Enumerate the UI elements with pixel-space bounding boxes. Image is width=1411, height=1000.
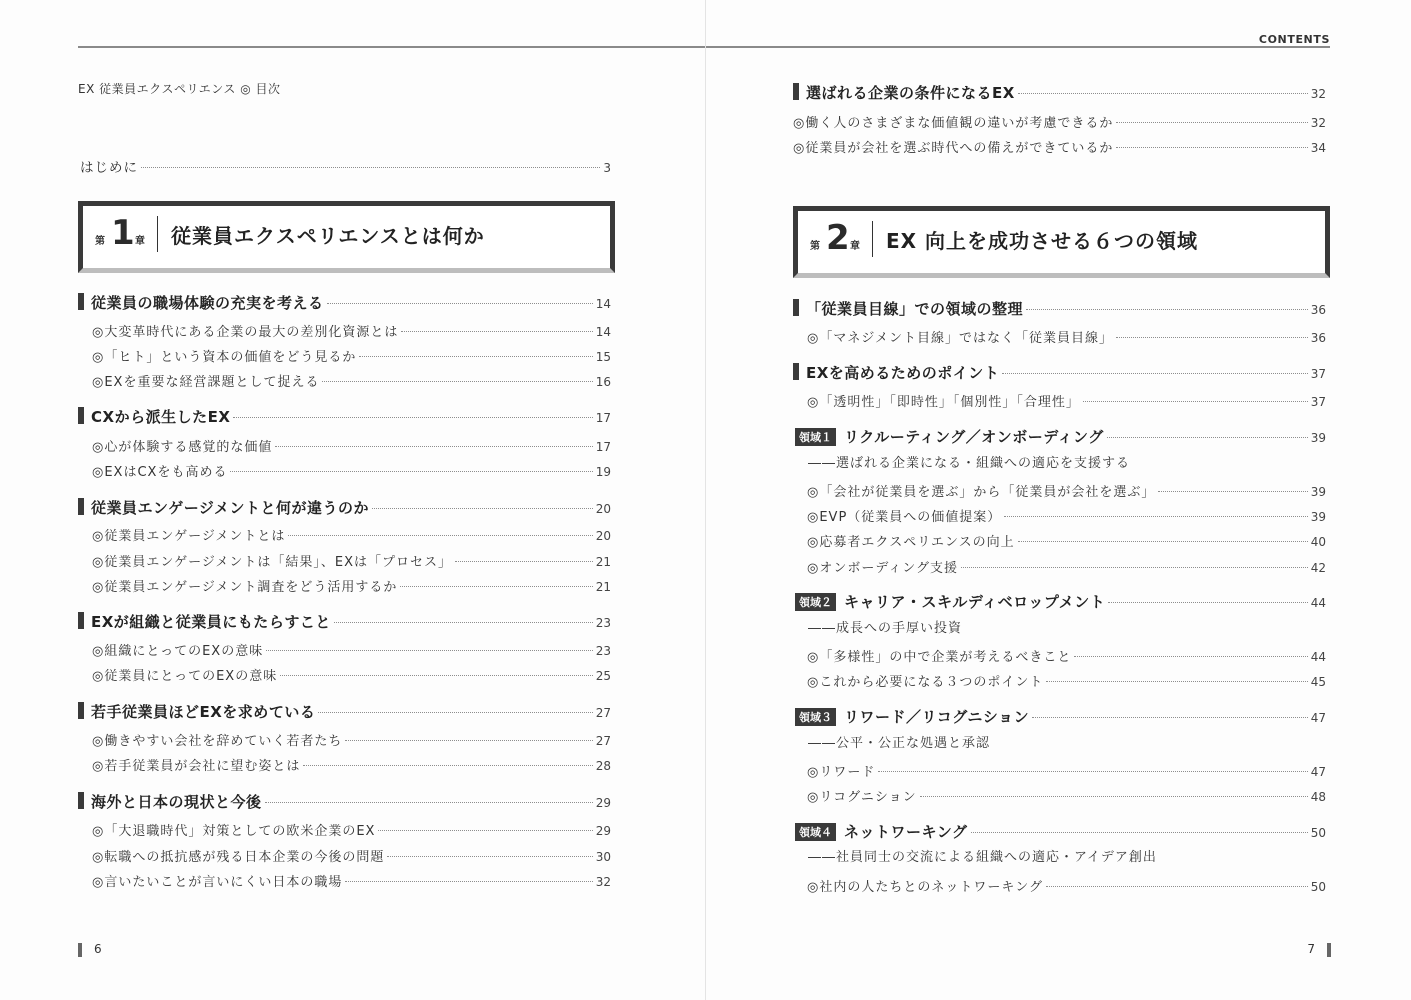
item-label: ◎働く人のさまざまな価値観の違いが考慮できるか: [793, 116, 1114, 131]
leader-dots: [878, 771, 1307, 772]
toc-domain[interactable]: [795, 426, 1326, 447]
page-number: 36: [1310, 303, 1326, 317]
leader-dots: [322, 381, 592, 382]
section-label: キャリア・スキルディベロップメント: [844, 593, 1106, 611]
toc-item[interactable]: [793, 112, 1326, 131]
item-label: ◎「透明性」「即時性」「個別性」「合理性」: [807, 395, 1080, 410]
section-label: 海外と日本の現状と今後: [91, 793, 262, 811]
toc-domain[interactable]: [795, 591, 1326, 612]
section-label: リワード／リコグニション: [844, 708, 1030, 726]
toc-item[interactable]: [92, 820, 611, 839]
leader-dots: [1026, 309, 1308, 310]
toc-item[interactable]: [92, 551, 611, 570]
page-number: 45: [1310, 675, 1326, 689]
section-label: 従業員エンゲージメントと何が違うのか: [91, 499, 369, 517]
chapter-number: 2: [826, 218, 850, 258]
toc-item[interactable]: [807, 671, 1326, 690]
section-marker: [793, 299, 799, 316]
item-label: ◎従業員エンゲージメントは「結果」、EXは「プロセス」: [92, 555, 453, 570]
toc-domain[interactable]: [795, 706, 1326, 727]
page-number: 44: [1310, 596, 1326, 610]
item-label: ◎社内の人たちとのネットワーキング: [807, 880, 1043, 895]
page-number: 39: [1310, 431, 1326, 445]
page-number: 37: [1310, 395, 1326, 409]
item-label: ◎働きやすい会社を辞めていく若者たち: [92, 734, 343, 749]
page-number: 34: [1310, 141, 1326, 155]
folio-right: [1307, 942, 1331, 957]
toc-intro[interactable]: [80, 156, 612, 176]
section-marker: [78, 407, 84, 424]
page-number: 20: [595, 502, 611, 516]
toc-item[interactable]: [807, 786, 1326, 805]
page-number: 37: [1310, 367, 1326, 381]
toc-item[interactable]: [92, 436, 611, 455]
item-label: ◎「マネジメント目線」ではなく「従業員目線」: [807, 331, 1113, 346]
leader-dots: [318, 712, 592, 713]
leader-dots: [1002, 373, 1307, 374]
leader-dots: [265, 802, 593, 803]
chapter-divider: [157, 216, 158, 252]
leader-dots: [401, 331, 592, 332]
leader-dots: [1046, 681, 1307, 682]
item-label: ◎「大退職時代」対策としての欧米企業のEX: [92, 824, 376, 839]
page-number: 23: [595, 644, 611, 658]
toc-item[interactable]: [807, 506, 1326, 525]
folio-left: [78, 942, 102, 957]
toc-section[interactable]: [78, 405, 611, 427]
domain-tag: 領域４: [795, 823, 836, 841]
folio-number: 7: [1307, 942, 1315, 956]
page-number: 47: [1310, 711, 1326, 725]
item-label: ◎EXはCXをも高める: [92, 465, 228, 480]
page-number: 29: [595, 824, 611, 838]
running-head: EX 従業員エクスペリエンス ◎ 目次: [78, 82, 281, 96]
chapter-prefix: 第: [810, 241, 820, 252]
section-label: EXを高めるためのポイント: [806, 364, 1000, 382]
item-label: ◎応募者エクスペリエンスの向上: [807, 535, 1015, 550]
section-label: 若手従業員ほどEXを求めている: [91, 703, 316, 721]
toc-item[interactable]: [807, 327, 1326, 346]
page-number: 17: [595, 411, 611, 425]
item-note: （従業員への価値提案）: [847, 510, 1002, 525]
leader-dots: [1116, 147, 1307, 148]
item-label: ◎これから必要になる３つのポイント: [807, 675, 1044, 690]
chapter-divider: [872, 221, 873, 257]
section-label: EXが組織と従業員にもたらすこと: [91, 613, 331, 631]
item-label: ◎心が体験する感覚的な価値: [92, 440, 273, 455]
leader-dots: [1032, 717, 1308, 718]
section-marker: [78, 293, 84, 310]
leader-dots: [372, 508, 593, 509]
toc-label: はじめに: [80, 160, 138, 176]
leader-dots: [327, 303, 593, 304]
domain-tag: 領域１: [795, 428, 836, 446]
section-marker: [78, 792, 84, 809]
page-number: 30: [595, 850, 611, 864]
item-label: ◎オンボーディング支援: [807, 561, 959, 576]
section-marker: [793, 83, 799, 100]
domain-tagline: ――選ばれる企業になる・組織への適応を支援する: [808, 456, 1131, 471]
page-number: 21: [595, 580, 611, 594]
chapter-title: EX 向上を成功させる６つの領域: [886, 229, 1199, 253]
leader-dots: [1018, 93, 1308, 94]
toc-item[interactable]: [807, 761, 1326, 780]
toc-item[interactable]: [92, 665, 611, 684]
leader-dots: [400, 586, 592, 587]
item-label: ◎「多様性」の中で企業が考えるべきこと: [807, 650, 1072, 665]
toc-section[interactable]: [78, 291, 611, 313]
toc-item[interactable]: [807, 391, 1326, 410]
page-number: 23: [595, 616, 611, 630]
section-label: ネットワーキング: [844, 823, 968, 841]
page-number: 32: [1310, 116, 1326, 130]
item-label: ◎リコグニション: [807, 790, 917, 805]
page-number: 21: [595, 555, 611, 569]
page-number: 39: [1310, 510, 1326, 524]
leader-dots: [1046, 886, 1308, 887]
page-number: 16: [595, 375, 611, 389]
domain-tagline: ――社員同士の交流による組織への適応・アイデア創出: [808, 850, 1157, 865]
page-number: 29: [595, 796, 611, 810]
top-rule-left: [78, 46, 705, 48]
page-number: 27: [595, 706, 611, 720]
leader-dots: [455, 561, 593, 562]
leader-dots: [233, 417, 592, 418]
page-number: 25: [595, 669, 611, 683]
leader-dots: [1158, 491, 1307, 492]
page-number: 14: [595, 297, 611, 311]
item-label: ◎従業員にとってのEXの意味: [92, 669, 278, 684]
domain-tagline: ――成長への手厚い投資: [808, 621, 963, 636]
leader-dots: [334, 622, 593, 623]
folio-marker: [1327, 943, 1331, 957]
leader-dots: [230, 471, 592, 472]
leader-dots: [1116, 337, 1308, 338]
toc-item[interactable]: [92, 871, 611, 890]
toc-section[interactable]: [78, 700, 611, 722]
leader-dots: [288, 535, 592, 536]
item-label: ◎「ヒト」という資本の価値をどう見るか: [92, 350, 357, 365]
toc-item[interactable]: [807, 876, 1326, 895]
domain-tagline: ――公平・公正な処遇と承認: [808, 736, 991, 751]
folio-number: 6: [94, 942, 102, 956]
item-label: ◎リワード: [807, 765, 876, 780]
page-number: 17: [595, 440, 611, 454]
contents-label: CONTENTS: [1258, 33, 1330, 46]
leader-dots: [1116, 122, 1307, 123]
chapter-2-heading[interactable]: [793, 206, 1330, 278]
section-marker: [78, 612, 84, 629]
toc-item[interactable]: [92, 461, 611, 480]
item-label: ◎従業員が会社を選ぶ時代への備えができているか: [793, 141, 1114, 156]
toc-item[interactable]: [92, 525, 611, 544]
toc-item[interactable]: [92, 371, 611, 390]
section-label: 「従業員目線」での領域の整理: [806, 300, 1024, 318]
leader-dots: [1004, 516, 1307, 517]
page-number: 36: [1310, 331, 1326, 345]
leader-dots: [1108, 602, 1307, 603]
leader-dots: [266, 650, 593, 651]
section-marker: [793, 363, 799, 380]
leader-dots: [971, 832, 1308, 833]
chapter-suffix: 章: [135, 236, 145, 247]
domain-tag: 領域３: [795, 708, 836, 726]
toc-item[interactable]: [92, 576, 611, 595]
leader-dots: [359, 356, 592, 357]
leader-dots: [1107, 437, 1308, 438]
item-label: ◎EXを重要な経営課題として捉える: [92, 375, 320, 390]
page-number: 47: [1310, 765, 1326, 779]
page-number: 39: [1310, 485, 1326, 499]
section-label: 従業員の職場体験の充実を考える: [91, 294, 324, 312]
toc-item[interactable]: [92, 346, 611, 365]
leader-dots: [345, 740, 592, 741]
item-label: ◎転職への抵抗感が残る日本企業の今後の問題: [92, 850, 385, 865]
chapter-suffix: 章: [850, 241, 860, 252]
toc-item[interactable]: [92, 755, 611, 774]
page-number: 50: [1310, 826, 1326, 840]
item-label: ◎言いたいことが言いにくい日本の職場: [92, 875, 343, 890]
toc-item[interactable]: [92, 321, 611, 340]
page-number: 14: [595, 325, 611, 339]
toc-item[interactable]: [92, 730, 611, 749]
section-label: CXから派生したEX: [91, 408, 231, 426]
page-number: 20: [595, 529, 611, 543]
item-label: ◎若手従業員が会社に望む姿とは: [92, 759, 301, 774]
page-number: 32: [1310, 87, 1326, 101]
item-label: ◎従業員エンゲージメントとは: [92, 529, 286, 544]
book-gutter: [705, 0, 706, 1000]
toc-section[interactable]: [78, 610, 611, 632]
folio-marker: [78, 943, 82, 957]
page-number: 32: [595, 875, 611, 889]
section-label: 選ばれる企業の条件になるEX: [806, 84, 1015, 102]
section-marker: [78, 702, 84, 719]
toc-item[interactable]: [807, 531, 1326, 550]
toc-section[interactable]: [793, 361, 1326, 383]
chapter-prefix: 第: [95, 236, 105, 247]
toc-section[interactable]: [78, 790, 611, 812]
section-marker: [78, 498, 84, 515]
page-number: 19: [595, 465, 611, 479]
item-label: ◎従業員エンゲージメント調査をどう活用するか: [92, 580, 398, 595]
page-number: 50: [1310, 880, 1326, 894]
leader-dots: [1074, 656, 1307, 657]
item-label: ◎大変革時代にある企業の最大の差別化資源とは: [92, 325, 399, 340]
page-number: 15: [595, 350, 611, 364]
leader-dots: [920, 796, 1308, 797]
page-number: 48: [1310, 790, 1326, 804]
leader-dots: [280, 675, 593, 676]
leader-dots: [275, 446, 592, 447]
page-number: 42: [1310, 561, 1326, 575]
leader-dots: [141, 167, 600, 168]
item-label: ◎「会社が従業員を選ぶ」から「従業員が会社を選ぶ」: [807, 485, 1156, 500]
leader-dots: [1018, 541, 1308, 542]
page-number: 3: [603, 161, 612, 175]
item-label: ◎EVP: [807, 510, 848, 525]
chapter-number: 1: [111, 213, 135, 253]
toc-item[interactable]: [807, 646, 1326, 665]
leader-dots: [303, 765, 592, 766]
toc-item[interactable]: [807, 481, 1326, 500]
leader-dots: [378, 830, 592, 831]
chapter-1-heading[interactable]: [78, 201, 615, 273]
toc-section[interactable]: [78, 496, 611, 518]
leader-dots: [1083, 401, 1308, 402]
toc-section[interactable]: [793, 297, 1326, 319]
page-number: 28: [595, 759, 611, 773]
page-number: 40: [1310, 535, 1326, 549]
page-number: 27: [595, 734, 611, 748]
section-label: リクルーティング／オンボーディング: [844, 428, 1104, 446]
chapter-title: 従業員エクスペリエンスとは何か: [171, 224, 485, 248]
domain-tag: 領域２: [795, 593, 836, 611]
toc-item[interactable]: [92, 640, 611, 659]
leader-dots: [345, 881, 592, 882]
page-number: 44: [1310, 650, 1326, 664]
toc-item[interactable]: [793, 137, 1326, 156]
toc-section[interactable]: [793, 81, 1326, 103]
leader-dots: [961, 567, 1308, 568]
toc-item[interactable]: [807, 557, 1326, 576]
top-rule-right: [706, 46, 1330, 48]
leader-dots: [387, 856, 592, 857]
toc-item[interactable]: [92, 846, 611, 865]
item-label: ◎組織にとってのEXの意味: [92, 644, 264, 659]
toc-domain[interactable]: [795, 821, 1326, 842]
